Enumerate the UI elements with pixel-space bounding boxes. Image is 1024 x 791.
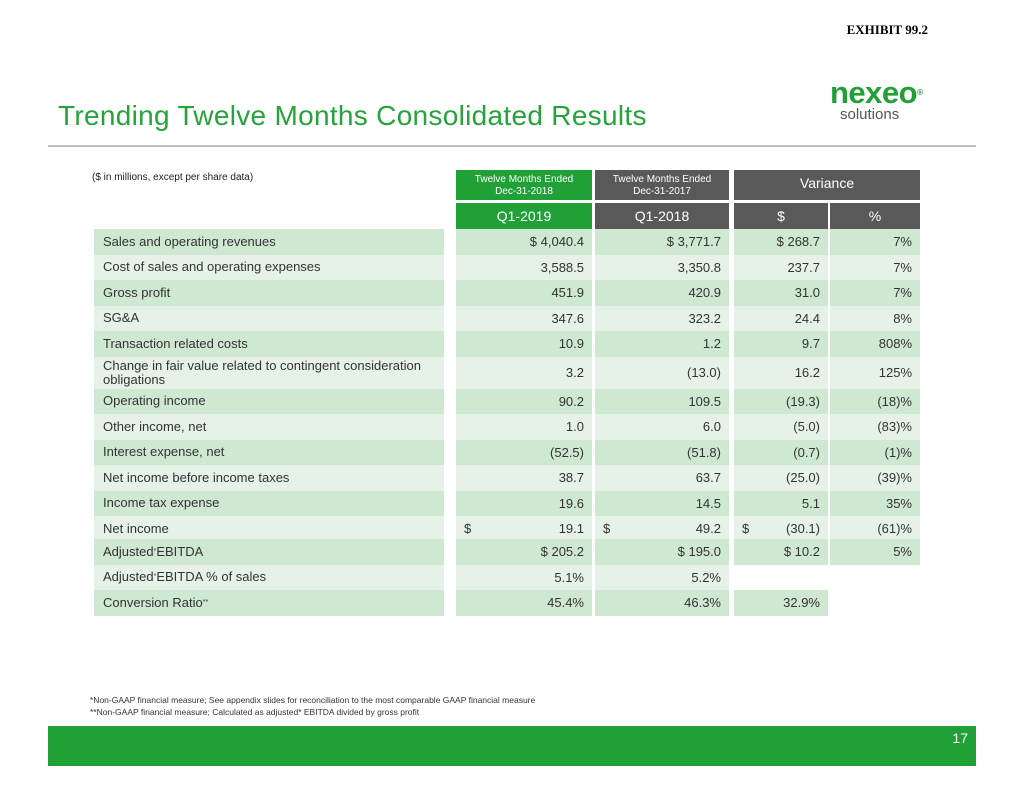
- subheader-q1-2018: Q1-2018: [595, 203, 729, 229]
- table-row: [94, 590, 924, 616]
- table-row: [94, 539, 924, 565]
- row-value-prior: 109.5: [595, 389, 729, 415]
- table-row: [94, 255, 924, 281]
- row-value-prior: $ 49.2: [595, 516, 729, 542]
- table-row: [94, 440, 924, 466]
- row-variance-percent: (83)%: [830, 414, 920, 440]
- row-variance-percent: (61)%: [830, 516, 920, 542]
- page-number: 17: [952, 730, 968, 746]
- row-variance-dollar: 5.1: [734, 491, 828, 517]
- net-income-row: [94, 516, 924, 542]
- footer-bar: [48, 726, 976, 766]
- row-value-prior: 6.0: [595, 414, 729, 440]
- header-current-date: Dec-31-2018: [495, 186, 553, 197]
- row-label: Gross profit: [94, 280, 444, 306]
- table-row: [94, 229, 924, 255]
- table-row: [94, 306, 924, 332]
- row-variance-dollar: 31.0: [734, 280, 828, 306]
- table-row: [94, 280, 924, 306]
- footnotes: [90, 694, 535, 718]
- row-value-current: 347.6: [456, 306, 592, 332]
- row-label: Net income before income taxes: [94, 465, 444, 491]
- table-row: [94, 331, 924, 357]
- row-variance-dollar: $ (30.1): [734, 516, 828, 542]
- row-value-current: $ 4,040.4: [456, 229, 592, 255]
- row-label: Other income, net: [94, 414, 444, 440]
- units-note: ($ in millions, except per share data): [92, 172, 254, 183]
- nexeo-logo: [830, 75, 940, 123]
- row-variance-percent: 35%: [830, 491, 920, 517]
- table-row: [94, 491, 924, 517]
- row-value-current: $ 19.1: [456, 516, 592, 542]
- table-row: [94, 565, 924, 591]
- row-value-current: 38.7: [456, 465, 592, 491]
- row-label: Income tax expense: [94, 491, 444, 517]
- table-row: [94, 389, 924, 415]
- row-label: Conversion Ratio **: [94, 590, 444, 616]
- row-value-prior: 14.5: [595, 491, 729, 517]
- results-table: [94, 229, 924, 542]
- header-prior-period: [595, 170, 729, 200]
- row-value-prior: 46.3%: [595, 590, 729, 616]
- header-prior-date: Dec-31-2017: [633, 186, 691, 197]
- row-value-prior: 420.9: [595, 280, 729, 306]
- footnote: **Non-GAAP financial measure; Calculated as adjusted* EBITDA divided by gross profit: [90, 707, 420, 717]
- row-variance-dollar: $ 268.7: [734, 229, 828, 255]
- row-variance-percent: (18)%: [830, 389, 920, 415]
- row-value-current: 3,588.5: [456, 255, 592, 281]
- currency-symbol: $: [603, 521, 611, 537]
- row-value-prior: $ 3,771.7: [595, 229, 729, 255]
- row-value-prior: 5.2%: [595, 565, 729, 591]
- table-row: [94, 465, 924, 491]
- row-variance-percent: 8%: [830, 306, 920, 332]
- row-variance-dollar: $ 10.2: [734, 539, 828, 565]
- row-variance-dollar: (25.0): [734, 465, 828, 491]
- currency-symbol: $: [464, 521, 472, 537]
- row-label: Sales and operating revenues: [94, 229, 444, 255]
- row-label: Interest expense, net: [94, 440, 444, 466]
- table-row: [94, 414, 924, 440]
- row-value-prior: 323.2: [595, 306, 729, 332]
- row-value-prior: $ 195.0: [595, 539, 729, 565]
- row-variance-percent: 5%: [830, 539, 920, 565]
- logo-text: nexeo: [830, 75, 918, 110]
- row-label: SG&A: [94, 306, 444, 332]
- row-variance-percent: 7%: [830, 229, 920, 255]
- row-value-current: 10.9: [456, 331, 592, 357]
- row-label: Transaction related costs: [94, 331, 444, 357]
- logo-registered-mark: ®: [917, 88, 923, 97]
- row-label: Net income: [94, 516, 444, 542]
- row-value-current: 45.4%: [456, 590, 592, 616]
- row-variance-dollar: 9.7: [734, 331, 828, 357]
- row-variance-percent: 125%: [830, 357, 920, 389]
- row-value-prior: (51.8): [595, 440, 729, 466]
- row-variance-dollar: (5.0): [734, 414, 828, 440]
- exhibit-label: EXHIBIT 99.2: [846, 22, 928, 37]
- adjusted-metrics-table: [94, 539, 924, 616]
- row-label: Change in fair value related to contingent consideration obligations: [94, 357, 444, 389]
- title-divider: [48, 145, 976, 147]
- header-current-period: [456, 170, 592, 200]
- slide: [48, 48, 976, 766]
- header-current-label: Twelve Months Ended: [474, 174, 574, 185]
- row-variance-percent: 7%: [830, 280, 920, 306]
- row-label: Operating income: [94, 389, 444, 415]
- row-variance-dollar: 24.4: [734, 306, 828, 332]
- row-variance-percent: 808%: [830, 331, 920, 357]
- row-variance-dollar: (19.3): [734, 389, 828, 415]
- subheader-dollar: $: [734, 203, 828, 229]
- row-value-current: 5.1%: [456, 565, 592, 591]
- row-variance-percent: (39)%: [830, 465, 920, 491]
- row-value-current: 90.2: [456, 389, 592, 415]
- row-variance-percent: 7%: [830, 255, 920, 281]
- table-row: [94, 357, 924, 389]
- row-label: Adjusted * EBITDA % of sales: [94, 565, 444, 591]
- row-value-prior: 3,350.8: [595, 255, 729, 281]
- footnote: *Non-GAAP financial measure; See appendix slides for reconciliation to the most comparable GAAP financial measure: [90, 695, 536, 705]
- row-value-prior: (13.0): [595, 357, 729, 389]
- row-variance-percent: (1)%: [830, 440, 920, 466]
- row-variance-dollar: 16.2: [734, 357, 828, 389]
- subheader-q1-2019: Q1-2019: [456, 203, 592, 229]
- row-variance-dollar: 32.9%: [734, 590, 828, 616]
- header-prior-label: Twelve Months Ended: [612, 174, 712, 185]
- row-value-prior: 63.7: [595, 465, 729, 491]
- row-value-current: 1.0: [456, 414, 592, 440]
- row-label: Cost of sales and operating expenses: [94, 255, 444, 281]
- header-variance: Variance: [734, 170, 920, 200]
- row-variance-dollar: 237.7: [734, 255, 828, 281]
- logo-subtext: solutions: [840, 106, 900, 123]
- row-label: Adjusted * EBITDA: [94, 539, 444, 565]
- row-value-current: (52.5): [456, 440, 592, 466]
- row-value-current: $ 205.2: [456, 539, 592, 565]
- page-title: Trending Twelve Months Consolidated Results: [58, 100, 647, 131]
- subheader-percent: %: [830, 203, 920, 229]
- row-value-prior: 1.2: [595, 331, 729, 357]
- row-variance-dollar: (0.7): [734, 440, 828, 466]
- currency-symbol: $: [742, 521, 750, 537]
- row-value-current: 19.6: [456, 491, 592, 517]
- row-value-current: 451.9: [456, 280, 592, 306]
- row-value-current: 3.2: [456, 357, 592, 389]
